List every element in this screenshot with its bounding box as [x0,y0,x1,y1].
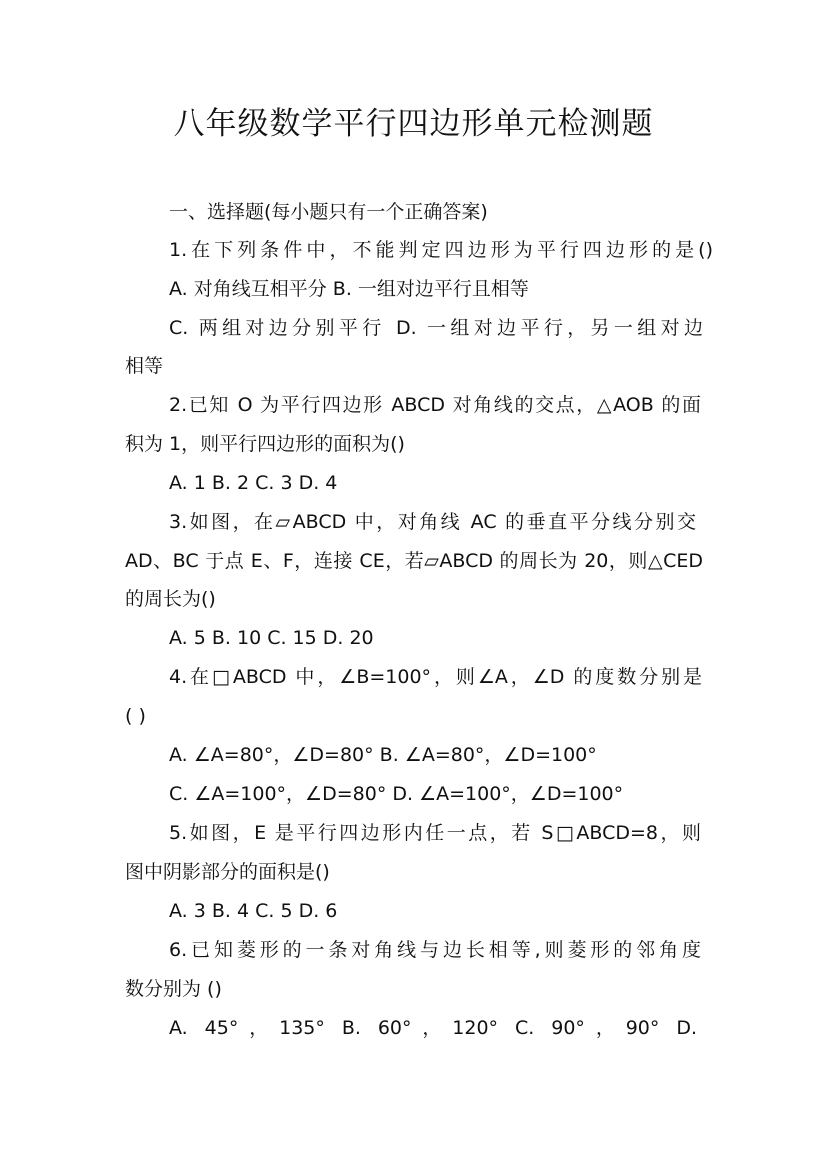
question-5-options: A. 3 B. 4 C. 5 D. 6 [169,900,338,922]
question-5-text-continued: 图中阴影部分的面积是() [125,861,330,883]
question-6-text: 6.已知菱形的一条对角线与边长相等,则菱形的邻角度 [169,939,701,961]
question-6-options: A. 45°，135° B. 60°，120° C. 90°，90° D. [169,1017,697,1039]
question-4-options-cd: C. ∠A=100°，∠D=80° D. ∠A=100°，∠D=100° [169,783,624,805]
question-4-text: 4.在□ABCD 中，∠B=100°，则∠A，∠D 的度数分别是 [169,666,702,688]
question-2-text: 2.已知 O 为平行四边形 ABCD 对角线的交点，△AOB 的面 [169,394,701,416]
question-4-options-ab: A. ∠A=80°，∠D=80° B. ∠A=80°，∠D=100° [169,744,597,766]
question-3-text-continued: AD、BC 于点 E、F，连接 CE，若▱ABCD 的周长为 20，则△CED [125,550,703,572]
section-heading: 一、选择题(每小题只有一个正确答案) [169,201,488,223]
question-5-text: 5.如图，E 是平行四边形内任一点，若 S□ABCD=8，则 [169,822,701,844]
question-1-options-cd-continued: 相等 [125,355,164,377]
question-3-text-end: 的周长为() [125,588,216,610]
question-1-options-ab: A. 对角线互相平分 B. 一组对边平行且相等 [169,278,529,300]
question-3-options: A. 5 B. 10 C. 15 D. 20 [169,627,374,649]
question-4-text-continued: ( ) [125,705,146,727]
question-1-text: 1.在下列条件中，不能判定四边形为平行四边形的是() [169,239,713,261]
question-3-text: 3.如图，在▱ABCD 中，对角线 AC 的垂直平分线分别交 [169,511,696,533]
question-6-text-continued: 数分别为 () [125,978,222,1000]
question-2-options: A. 1 B. 2 C. 3 D. 4 [169,472,338,494]
document-title: 八年级数学平行四边形单元检测题 [173,106,654,142]
question-2-text-continued: 积为 1，则平行四边形的面积为() [125,433,405,455]
question-1-options-cd: C. 两组对边分别平行 D. 一组对边平行，另一组对边 [169,317,703,339]
